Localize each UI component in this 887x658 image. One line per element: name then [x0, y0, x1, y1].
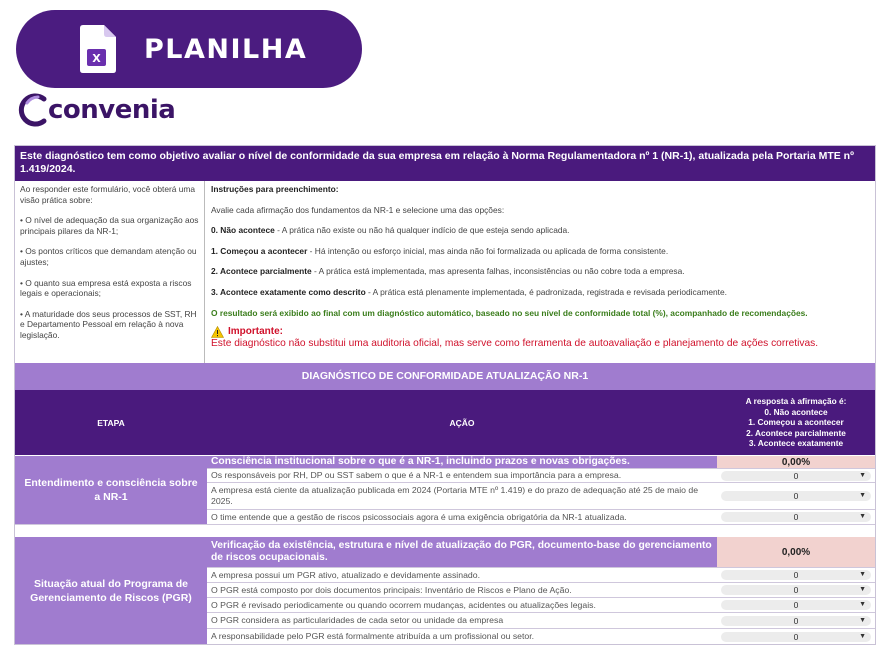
- answer-select[interactable]: [721, 600, 871, 610]
- intro-paragraph: • Os pontos críticos que demandam atenção ou ajustes;: [20, 246, 197, 267]
- resposta-header-line: 0. Não acontece: [764, 406, 828, 417]
- answer-value: 0: [793, 631, 799, 642]
- logo-text: convenia: [48, 95, 176, 125]
- answer-select[interactable]: [721, 491, 871, 501]
- instruction-option: [211, 225, 870, 236]
- answer-dropdown[interactable]: [717, 509, 875, 524]
- intro-heading: Este diagnóstico tem como objetivo avaliar o nível de conformidade da sua empresa em relação à Norma Regulamentadora nº 1 (NR-1), atualizada pela Portaria MTE nº 1.419/2024.: [15, 146, 875, 181]
- option-text: - Há intenção ou esforço inicial, mas ainda não foi formalizada ou aplicada de forma consistente.: [307, 245, 669, 256]
- badge-label: PLANILHA: [144, 34, 308, 65]
- answer-dropdown[interactable]: [717, 582, 875, 597]
- option-label: 3. Acontece exatamente como descrito: [211, 286, 366, 297]
- instructions-panel: [206, 181, 875, 363]
- option-text: - A prática está plenamente implementada, é padronizada, registrada e revisada periodicamente.: [365, 286, 727, 297]
- warning-heading: [211, 326, 870, 338]
- table-row-text: O PGR considera as particularidades de cada setor ou unidade da empresa: [207, 612, 717, 628]
- table-row-text: A empresa possui um PGR ativo, atualizado e devidamente assinado.: [207, 567, 717, 582]
- answer-dropdown[interactable]: [717, 597, 875, 612]
- intro-paragraph: Ao responder este formulário, você obterá uma visão prática sobre:: [20, 184, 196, 205]
- answer-dropdown[interactable]: [717, 612, 875, 628]
- intro-left-panel: [15, 181, 205, 363]
- dropdown-caret-icon: ▼: [859, 586, 866, 593]
- section-score: 0,00%: [717, 536, 875, 567]
- option-text: - A prática está implementada, mas apresenta falhas, inconsistências ou não cobre toda a empresa.: [311, 266, 685, 277]
- section-etapa-label: Situação atual do Programa de Gerenciamento de Riscos (PGR): [15, 536, 207, 644]
- spreadsheet: [14, 145, 876, 645]
- section-etapa-label: Entendimento e consciência sobre a NR-1: [15, 455, 207, 524]
- resposta-header-line: 1. Começou a acontecer: [748, 417, 844, 428]
- answer-dropdown[interactable]: [717, 482, 875, 509]
- intro-paragraph: • A maturidade dos seus processos de SST, RH e Departamento Pessoal em relação à nova legislação.: [20, 308, 197, 340]
- instructions-lead: Avalie cada afirmação dos fundamentos da NR-1 e selecione uma das opções:: [211, 204, 505, 215]
- answer-value: 0: [793, 570, 799, 580]
- answer-value: 0: [793, 615, 799, 626]
- section-heading: Consciência institucional sobre o que é a NR-1, incluindo prazos e novas obrigações.: [207, 455, 717, 468]
- answer-select[interactable]: [721, 616, 871, 626]
- convenia-logo-mark-icon: [18, 93, 52, 127]
- column-header-resposta: [717, 390, 875, 455]
- option-label: 1. Começou a acontecer: [211, 245, 308, 256]
- convenia-logo: [18, 92, 175, 128]
- answer-select[interactable]: [721, 585, 871, 595]
- spacer-row: [15, 524, 875, 536]
- dropdown-caret-icon: ▼: [859, 492, 866, 499]
- table-row-text: A empresa está ciente da atualização publicada em 2024 (Portaria MTE nº 1.419) e do prazo de adequação até 25 de maio de 2025.: [207, 482, 717, 509]
- answer-dropdown[interactable]: [717, 567, 875, 582]
- table-row-text: O PGR está composto por dois documentos principais: Inventário de Riscos e Plano de Ação.: [207, 582, 717, 597]
- instruction-option: [211, 246, 870, 257]
- resposta-header-line: 3. Acontece exatamente: [748, 438, 844, 449]
- section-score: 0,00%: [717, 455, 875, 468]
- dropdown-caret-icon: ▼: [859, 513, 866, 520]
- instruction-option: [211, 287, 870, 298]
- table-row-text: A responsabilidade pelo PGR está formalmente atribuída a um profissional ou setor.: [207, 628, 717, 644]
- option-text: - A prática não existe ou não há qualquer indício de que esteja sendo aplicada.: [274, 225, 570, 236]
- dropdown-caret-icon: ▼: [859, 571, 866, 578]
- planilha-badge: [16, 10, 362, 88]
- dropdown-caret-icon: ▼: [859, 632, 866, 640]
- option-label: 2. Acontece parcialmente: [211, 266, 312, 277]
- warning-icon: [211, 326, 224, 338]
- answer-dropdown[interactable]: [717, 468, 875, 482]
- answer-dropdown[interactable]: [717, 628, 875, 644]
- answer-value: 0: [793, 512, 799, 522]
- table-row-text: Os responsáveis por RH, DP ou SST sabem o que é a NR-1 e entendem sua importância para a empresa.: [207, 468, 717, 482]
- dropdown-caret-icon: ▼: [859, 601, 866, 608]
- instructions-title: Instruções para preenchimento:: [211, 184, 339, 194]
- answer-value: 0: [793, 491, 799, 501]
- warning-title: Importante:: [228, 325, 283, 337]
- table-row-text: O time entende que a gestão de riscos psicossociais agora é uma exigência obrigatória da NR-1 atualizada.: [207, 509, 717, 524]
- warning-text: Este diagnóstico não substitui uma auditoria oficial, mas serve como ferramenta de autoavaliação e planejamento de ações corretivas.: [211, 338, 819, 350]
- answer-select[interactable]: [721, 471, 871, 481]
- answer-select[interactable]: [721, 570, 871, 580]
- answer-value: 0: [793, 585, 799, 595]
- svg-text:X: X: [92, 52, 101, 65]
- answer-select[interactable]: [721, 632, 871, 642]
- resposta-header-line: A resposta à afirmação é:: [745, 396, 847, 407]
- option-label: 0. Não acontece: [211, 225, 275, 236]
- resposta-header-line: 2. Acontece parcialmente: [746, 427, 846, 438]
- result-note: O resultado será exibido ao final com um diagnóstico automático, baseado no seu nível de conformidade total (%), acompanhado de recomendações.: [211, 307, 808, 318]
- table-row-text: O PGR é revisado periodicamente ou quando ocorrem mudanças, acidentes ou atualizações legais.: [207, 597, 717, 612]
- dropdown-caret-icon: ▼: [859, 616, 866, 624]
- dropdown-caret-icon: ▼: [859, 471, 866, 479]
- column-header-etapa: ETAPA: [15, 390, 207, 455]
- answer-value: 0: [793, 600, 799, 610]
- section-heading: Verificação da existência, estrutura e nível de atualização do PGR, documento-base do gerenciamento de riscos ocupacionais.: [207, 536, 717, 567]
- answer-select[interactable]: [721, 512, 871, 522]
- answer-value: 0: [793, 470, 799, 481]
- diagnostic-title: DIAGNÓSTICO DE CONFORMIDADE ATUALIZAÇÃO NR-1: [15, 363, 875, 390]
- column-header-acao: AÇÃO: [207, 390, 717, 455]
- excel-file-icon: [80, 25, 116, 73]
- intro-paragraph: • O quanto sua empresa está exposta a riscos legais e operacionais;: [20, 277, 192, 299]
- instruction-option: [211, 266, 870, 277]
- intro-paragraph: • O nível de adequação da sua organização aos principais pilares da NR-1;: [20, 215, 199, 236]
